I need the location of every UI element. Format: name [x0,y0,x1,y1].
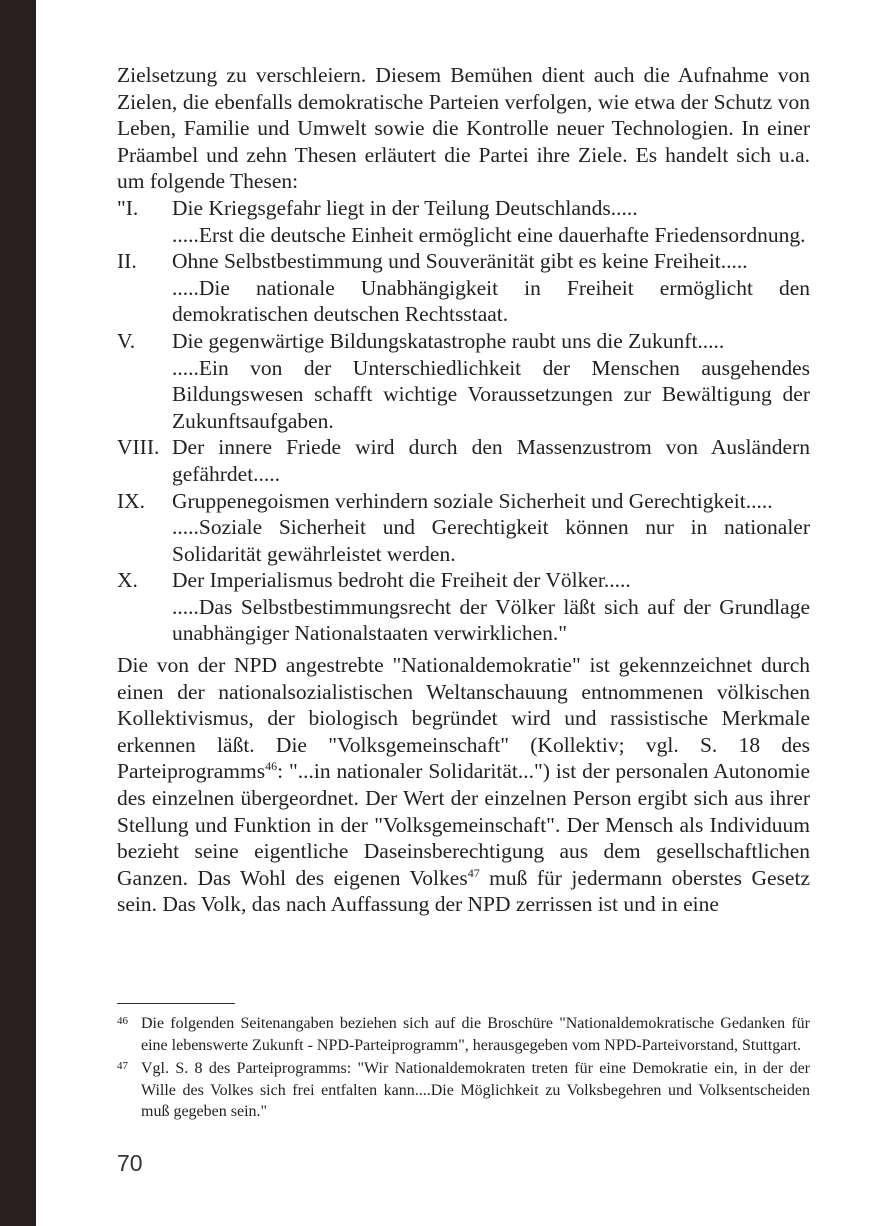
footnote [117,1058,810,1123]
thesis-number: IX. [117,488,146,513]
theses-list [117,195,810,647]
thesis-item [117,248,810,328]
thesis-item [117,434,810,487]
page-body [117,62,810,918]
thesis-statement: Ohne Selbstbestimmung und Souveränität gibt es keine Freiheit..... [172,249,748,274]
thesis-number: II. [117,249,137,274]
main-paragraph [117,652,810,918]
thesis-conclusion: .....Das Selbstbestimmungsrecht der Völker läßt sich auf der Grundlage unabhängiger Nationalstaaten verwirklichen." [172,594,810,646]
thesis-conclusion: .....Ein von der Unterschiedlichkeit der Menschen ausgehendes Bildungswesen schafft wichtige Voraussetzungen zur Bewältigung der Zukunftsaufgaben. [172,355,810,433]
footnote-text: Die folgenden Seitenangaben beziehen sich auf die Broschüre "Nationaldemokratische Gedanken für eine lebenswerte Zukunft - NPD-Parteiprogramm", herausgegeben vom NPD-Parteivorstand, Stuttgart. [141,1015,810,1054]
thesis-item [117,567,810,647]
thesis-statement: Der innere Friede wird durch den Massenzustrom von Ausländern gefährdet..... [172,435,810,486]
footnotes [117,1013,810,1125]
book-spine-shadow [0,0,36,1226]
paragraph-text: : "...in nationaler Solidarität...") ist der personalen Autonomie des einzelnen übergeordnet. Der Wert der einzelnen Person ergibt sich aus ihrer Stellung und Funktion in der "Volksgemeinschaft". Der Mensch als Individuum bezieht seine eigentliche Daseinsberechtigung aus dem gesellschaftlichen Ganzen. Das Wohl des eigenen Volkes [117,759,810,890]
thesis-conclusion: .....Erst die deutsche Einheit ermöglicht eine dauerhafte Friedensordnung. [172,222,806,247]
thesis-number: V. [117,328,136,353]
footnote [117,1013,810,1056]
footnote-number: 47 [117,1060,128,1072]
page-number: 70 [117,1150,143,1176]
thesis-conclusion: .....Die nationale Unabhängigkeit in Freiheit ermöglicht den demokratischen deutschen Rechtsstaat. [172,275,810,327]
footnote-divider [117,1003,235,1004]
thesis-conclusion: .....Soziale Sicherheit und Gerechtigkeit können nur in nationaler Solidarität gewährleistet werden. [172,515,810,566]
thesis-item [117,195,810,248]
thesis-statement: Der Imperialismus bedroht die Freiheit der Völker..... [172,568,631,593]
footnote-number: 46 [117,1015,128,1027]
paragraph-text: muß für jedermann oberstes Gesetz sein. Das Volk, das nach Auffassung der NPD zerrissen ist und in eine [117,865,810,917]
paragraph-text: Die von der NPD angestrebte "Nationaldemokratie" ist gekennzeichnet durch einen der nationalsozialistischen Weltanschauung entnommenen völkischen Kollektivismus, der biologisch begründet wird und rassistische Merkmale erkennen läßt. Die "Volksgemeinschaft" (Kollektiv; vgl. S. 18 des Parteiprogramms [117,653,810,784]
footnote-ref: 46 [265,759,278,774]
footnote-text: Vgl. S. 8 des Parteiprogramms: "Wir Nationaldemokraten treten für eine Demokratie ein, in der der Wille des Volkes sich frei entfalten kann....Die Möglichkeit zu Volksbegehren und Volksentscheiden muß gegeben sein." [141,1060,810,1120]
footnote-ref: 47 [467,865,480,880]
thesis-number: VIII. [117,435,160,460]
thesis-item [117,488,810,568]
thesis-number: "I. [117,195,139,220]
intro-paragraph: Zielsetzung zu verschleiern. Diesem Bemühen dient auch die Aufnahme von Zielen, die ebenfalls demokratische Parteien verfolgen, wie etwa der Schutz von Leben, Familie und Umwelt sowie die Kontrolle neuer Technologien. In einer Präambel und zehn Thesen erläutert die Partei ihre Ziele. Es handelt sich u.a. um folgende Thesen: [117,63,810,194]
thesis-statement: Die Kriegsgefahr liegt in der Teilung Deutschlands..... [172,195,638,220]
thesis-item [117,328,810,434]
thesis-statement: Gruppenegoismen verhindern soziale Sicherheit und Gerechtigkeit..... [172,488,773,513]
thesis-statement: Die gegenwärtige Bildungskatastrophe raubt uns die Zukunft..... [172,328,725,353]
thesis-number: X. [117,568,138,593]
